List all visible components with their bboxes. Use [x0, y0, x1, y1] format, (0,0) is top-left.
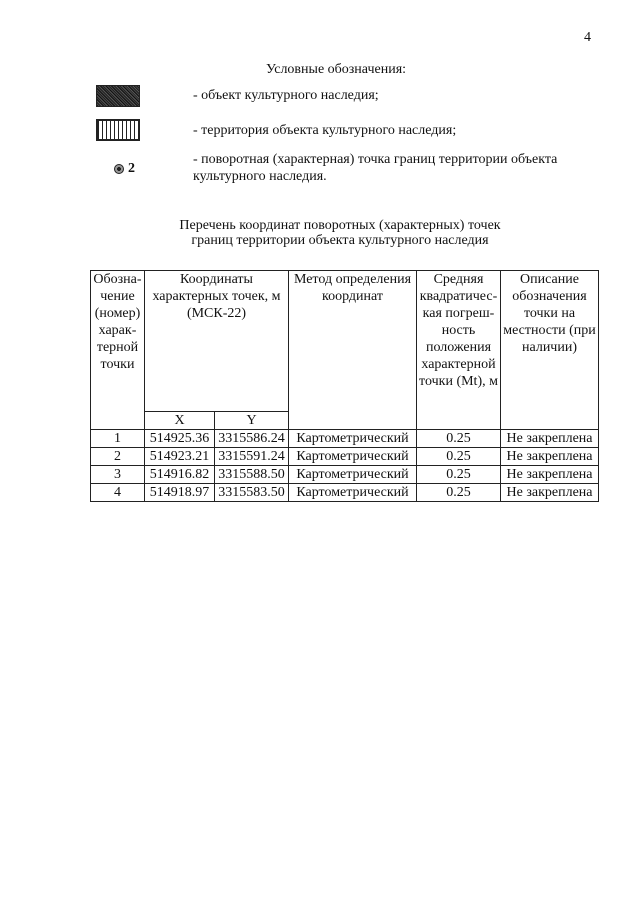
heritage-territory-symbol-icon [96, 119, 140, 141]
method: Картометрический [289, 430, 417, 448]
table-row [91, 466, 599, 484]
coordinates-list-title [150, 218, 530, 248]
heritage-object-symbol-icon [96, 85, 140, 107]
turning-point-label: 2 [128, 161, 135, 176]
coord-y: 3315588.50 [215, 466, 289, 484]
header-x: X [145, 412, 215, 430]
method: Картометрический [289, 448, 417, 466]
description: Не закреплена [501, 430, 599, 448]
point-number: 2 [91, 448, 145, 466]
legend-title: Условные обозначения: [266, 62, 407, 77]
error: 0.25 [417, 430, 501, 448]
list-title-line-1: Перечень координат поворотных (характерных) точек [179, 218, 501, 233]
coord-y: 3315586.24 [215, 430, 289, 448]
coordinates-table [90, 270, 599, 502]
table-row [91, 484, 599, 502]
header-y: Y [215, 412, 289, 430]
list-title-line-2: границ территории объекта культурного наследия [191, 233, 489, 248]
coord-y: 3315583.50 [215, 484, 289, 502]
coord-y: 3315591.24 [215, 448, 289, 466]
header-method: Метод определения координат [289, 271, 417, 430]
coord-x: 514925.36 [145, 430, 215, 448]
header-coordinates: Координаты характерных точек, м (МСК-22) [145, 271, 289, 412]
legend-item-text: - территория объекта культурного наследия; [193, 123, 457, 138]
method: Картометрический [289, 484, 417, 502]
table-row [91, 430, 599, 448]
point-number: 3 [91, 466, 145, 484]
point-number: 4 [91, 484, 145, 502]
description: Не закреплена [501, 466, 599, 484]
coord-x: 514923.21 [145, 448, 215, 466]
method: Картометрический [289, 466, 417, 484]
error: 0.25 [417, 448, 501, 466]
description: Не закреплена [501, 448, 599, 466]
coord-x: 514918.97 [145, 484, 215, 502]
legend-item-text: - поворотная (характерная) точка границ территории объекта культурного наследия. [193, 152, 558, 184]
header-description: Описание обозначения точки на местности (при наличии) [501, 271, 599, 430]
error: 0.25 [417, 484, 501, 502]
page-number: 4 [584, 30, 591, 45]
point-number: 1 [91, 430, 145, 448]
header-designation: Обозначение (номер) характерной точки [91, 271, 145, 430]
description: Не закреплена [501, 484, 599, 502]
header-error: Средняя квадратическая погрешность положения характерной точки (Mt), м [417, 271, 501, 430]
table-row [91, 448, 599, 466]
turning-point-icon [114, 164, 124, 174]
legend-item-text: - объект культурного наследия; [193, 88, 379, 103]
error: 0.25 [417, 466, 501, 484]
coord-x: 514916.82 [145, 466, 215, 484]
turning-point-symbol [114, 160, 135, 177]
